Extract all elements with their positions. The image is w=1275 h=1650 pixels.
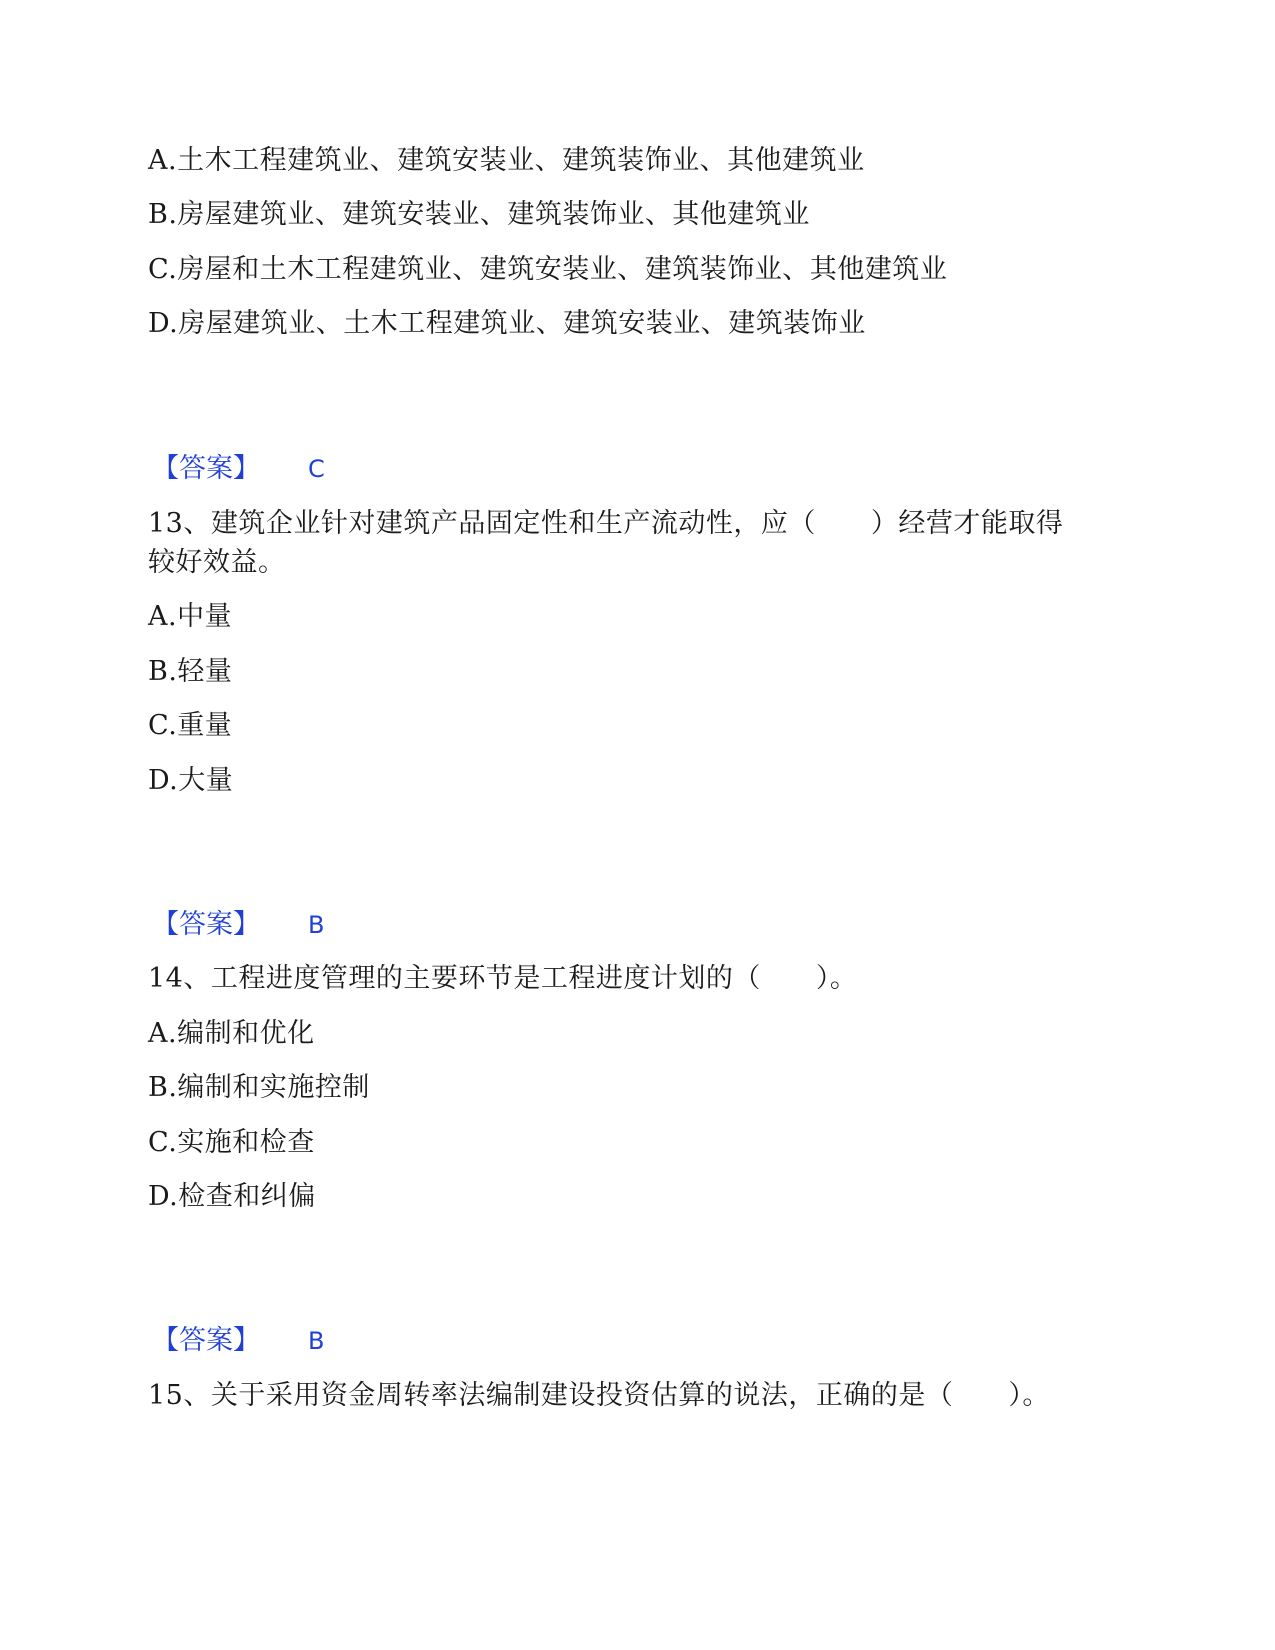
q12-option-a: A.土木工程建筑业、建筑安装业、建筑装饰业、其他建筑业 <box>148 145 865 176</box>
q13-stem-line1: 13、建筑企业针对建筑产品固定性和生产流动性，应（ ）经营才能取得 <box>148 508 1064 539</box>
q14-option-c: C.实施和检查 <box>148 1127 315 1158</box>
q12-option-b: B.房屋建筑业、建筑安装业、建筑装饰业、其他建筑业 <box>148 199 810 230</box>
q14-option-a: A.编制和优化 <box>148 1018 315 1049</box>
answer-label: 【答案】 <box>152 909 260 940</box>
q15-stem: 15、关于采用资金周转率法编制建设投资估算的说法，正确的是（ ）。 <box>148 1380 1050 1411</box>
q14-answer <box>152 1323 324 1359</box>
answer-value: C <box>308 455 325 483</box>
q13-option-c: C.重量 <box>148 710 233 741</box>
q14-option-d: D.检查和纠偏 <box>148 1181 316 1212</box>
answer-value: B <box>308 1327 325 1355</box>
q13-answer <box>152 907 324 943</box>
q14-option-b: B.编制和实施控制 <box>148 1072 370 1103</box>
answer-label: 【答案】 <box>152 1325 260 1356</box>
answer-label: 【答案】 <box>152 453 260 484</box>
q13-option-d: D.大量 <box>148 765 234 796</box>
q12-option-c: C.房屋和土木工程建筑业、建筑安装业、建筑装饰业、其他建筑业 <box>148 254 948 285</box>
q13-option-a: A.中量 <box>148 601 233 632</box>
q13-stem-line2: 较好效益。 <box>148 547 286 578</box>
answer-value: B <box>308 911 325 939</box>
q14-stem: 14、工程进度管理的主要环节是工程进度计划的（ ）。 <box>148 963 858 994</box>
q12-answer <box>152 451 325 487</box>
q12-option-d: D.房屋建筑业、土木工程建筑业、建筑安装业、建筑装饰业 <box>148 308 866 339</box>
q13-option-b: B.轻量 <box>148 656 233 687</box>
